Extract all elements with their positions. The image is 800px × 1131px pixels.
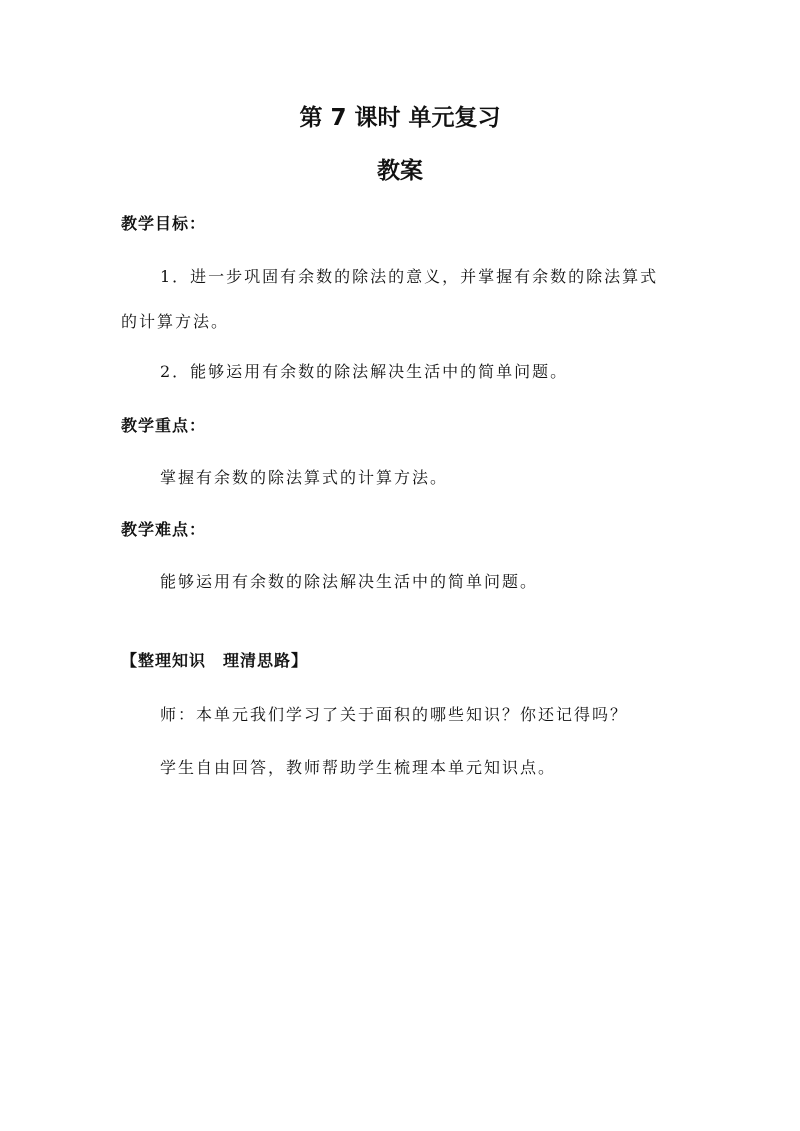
difficulty-text: 能够运用有余数的除法解决生活中的简单问题。	[160, 572, 539, 591]
objective-2: 2．能够运用有余数的除法解决生活中的简单问题。	[160, 362, 569, 381]
key-point-text: 掌握有余数的除法算式的计算方法。	[160, 468, 449, 487]
student-line: 学生自由回答，教师帮助学生梳理本单元知识点。	[160, 758, 557, 777]
difficulty-heading: 教学难点：	[121, 520, 207, 539]
objective-1-line-2: 的计算方法。	[121, 312, 230, 331]
teacher-line: 师：本单元我们学习了关于面积的哪些知识？你还记得吗？	[160, 705, 629, 724]
objectives-heading: 教学目标：	[121, 214, 207, 233]
section-heading: 【整理知识 理清思路】	[121, 651, 309, 670]
key-point-heading: 教学重点：	[121, 416, 207, 435]
page-title: 第 7 课时 单元复习	[299, 105, 501, 131]
page-subtitle: 教案	[377, 158, 423, 184]
objective-1-line-1: 1．进一步巩固有余数的除法的意义，并掌握有余数的除法算式	[160, 267, 659, 286]
